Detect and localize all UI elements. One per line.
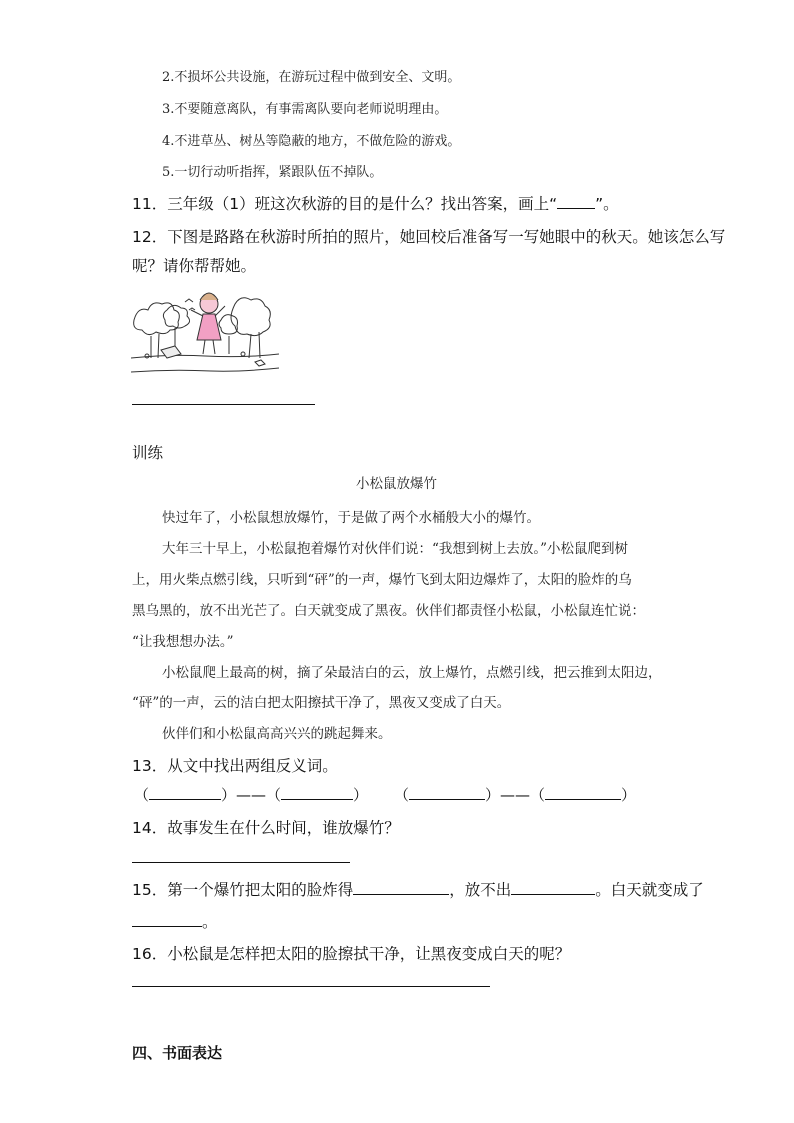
question-15-cont [132,910,218,932]
answer-blank[interactable] [132,911,202,927]
rule-item: 5.一切行动听指挥，紧跟队伍不掉队。 [162,165,383,180]
girl-park-illustration-icon [131,280,279,380]
open-paren: （ [134,786,150,804]
antonym-blank[interactable] [409,784,485,800]
close-paren: ） [221,786,237,804]
answer-line[interactable] [132,404,315,405]
question-15-text: 。白天就变成了 [595,881,704,899]
close-paren: ） [621,786,637,804]
story-line: 大年三十早上，小松鼠抱着爆竹对伙伴们说：“我想到树上去放。”小松鼠爬到树 [162,541,629,557]
answer-blank[interactable] [511,879,595,895]
answer-line[interactable] [132,986,490,987]
antonym-pair-1 [134,784,368,805]
question-15-text: ，放不出 [449,881,512,899]
story-line: “让我想想办法。” [132,634,234,650]
section-title: 四、书面表达 [132,1044,223,1062]
question-12-line2: 呢？请你帮帮她。 [132,257,257,275]
antonym-blank[interactable] [545,784,621,800]
question-15-text: 。 [202,913,218,931]
question-11 [132,192,619,214]
open-paren: （ [266,786,282,804]
dash: —— [236,786,267,804]
antonym-blank[interactable] [149,784,221,800]
training-label: 训练 [132,444,164,462]
open-paren: （ [530,786,546,804]
rule-item: 3.不要随意离队，有事需离队要向老师说明理由。 [162,102,448,117]
antonym-pair-2 [394,784,636,805]
story-line: 小松鼠爬上最高的树，摘了朵最洁白的云，放上爆竹，点燃引线，把云推到太阳边， [162,665,662,681]
close-paren: ） [353,786,369,804]
question-12-line1: 12．下图是路路在秋游时所拍的照片，她回校后准备写一写她眼中的秋天。她该怎么写 [132,228,726,246]
answer-mark-line [557,194,595,209]
question-11-tail: ”。 [595,195,619,213]
answer-blank[interactable] [353,879,449,895]
question-15-text: 15．第一个爆竹把太阳的脸炸得 [132,881,354,899]
story-paragraph: 快过年了，小松鼠想放爆竹，于是做了两个水桶般大小的爆竹。 [162,510,540,526]
story-line: “砰”的一声，云的洁白把太阳擦拭干净了，黑夜又变成了白天。 [132,695,511,711]
question-15 [132,878,704,900]
dash: —— [500,786,531,804]
story-line: 黑乌黑的，放不出光芒了。白天就变成了黑夜。伙伴们都责怪小松鼠，小松鼠连忙说： [132,603,645,619]
answer-line[interactable] [132,862,350,863]
story-title: 小松鼠放爆竹 [356,476,437,492]
antonym-blank[interactable] [281,784,353,800]
rule-item: 4.不进草丛、树丛等隐蔽的地方，不做危险的游戏。 [162,134,461,149]
story-line: 上，用火柴点燃引线，只听到“砰”的一声，爆竹飞到太阳边爆炸了，太阳的脸炸的乌 [132,572,632,588]
question-13: 13．从文中找出两组反义词。 [132,757,338,775]
open-paren: （ [394,786,410,804]
question-16: 16．小松鼠是怎样把太阳的脸擦拭干净，让黑夜变成白天的呢？ [132,945,571,963]
close-paren: ） [485,786,501,804]
rule-item: 2.不损坏公共设施，在游玩过程中做到安全、文明。 [162,70,461,85]
story-paragraph: 伙伴们和小松鼠高高兴兴的跳起舞来。 [162,726,392,742]
question-14: 14．故事发生在什么时间，谁放爆竹？ [132,819,400,837]
question-11-text: 11．三年级（1）班这次秋游的目的是什么？找出答案，画上“ [132,195,558,213]
